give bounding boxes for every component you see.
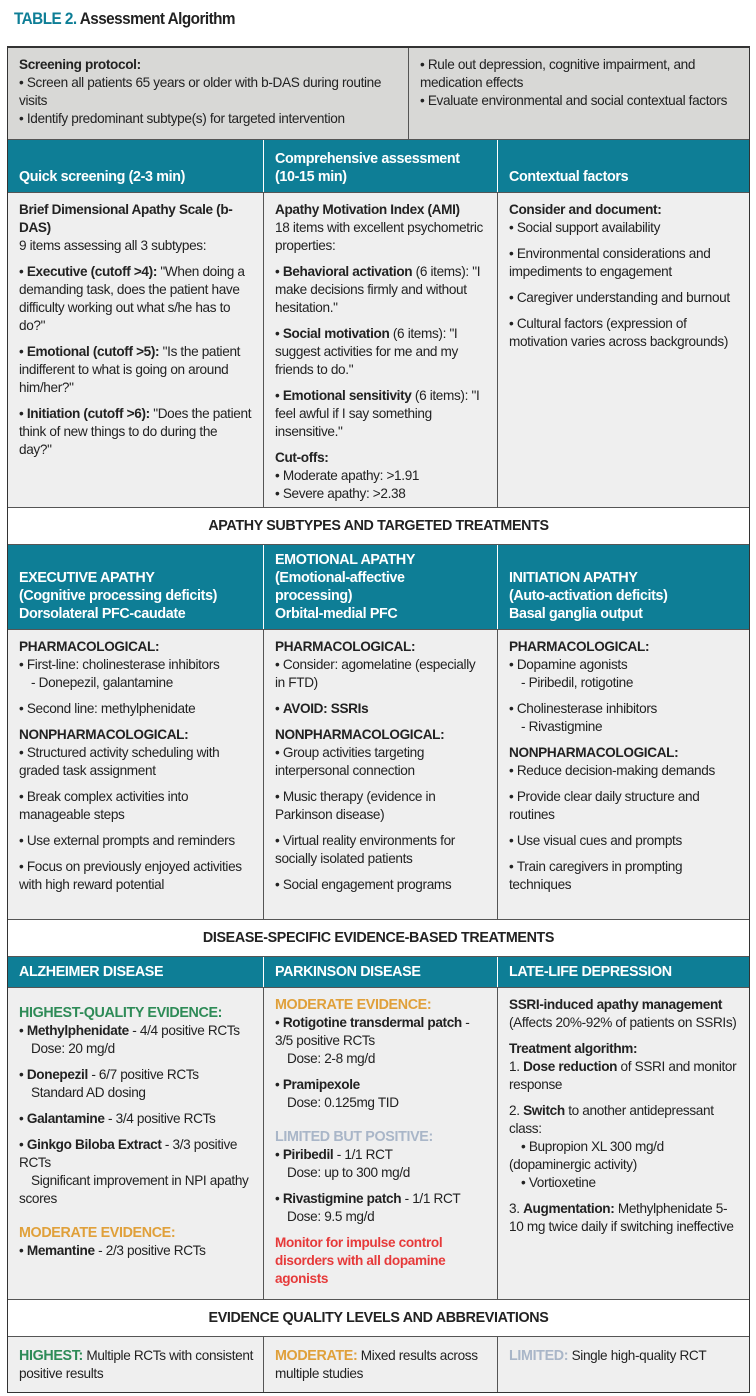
column-header-line: Dorsolateral PFC-caudate: [19, 606, 186, 622]
section-evidence: [8, 1299, 749, 1336]
evidence-level-label: LIMITED BUT POSITIVE:: [275, 1129, 433, 1145]
block-heading: [509, 996, 739, 1014]
item-bold-label: Social motivation: [282, 326, 390, 341]
item-bold-label: PHARMACOLOGICAL:: [19, 639, 160, 654]
item-text: Dose: 20 mg/d: [31, 1041, 115, 1056]
list-item: [509, 700, 739, 718]
item-bold-label: Apathy Motivation Index (AMI): [275, 202, 460, 217]
list-item: [19, 110, 398, 128]
sub-line: [275, 1050, 487, 1068]
item-text: Significant improvement in NPI apathy scores: [19, 1173, 249, 1206]
list-item: [509, 1200, 739, 1236]
item-text: "When doing a demanding task, does the patient have difficulty working out what s/he has to do?": [19, 264, 245, 333]
block-heading: [19, 56, 398, 74]
table-cell: [8, 1337, 263, 1392]
item-bold-label: PHARMACOLOGICAL:: [275, 639, 416, 654]
column-header: [497, 545, 749, 629]
item-text: Identify predominant subtype(s) for targeted intervention: [26, 111, 345, 126]
text-line: [275, 219, 487, 255]
item-text: Evaluate environmental and social contextual factors: [427, 93, 728, 108]
subtypes-body-row: [8, 629, 749, 919]
list-item: [509, 858, 739, 894]
list-item: [275, 1146, 487, 1164]
item-text: Multiple RCTs with consistent positive results: [19, 1348, 253, 1381]
list-item: [19, 1136, 253, 1172]
list-item: [19, 74, 398, 110]
item-text: Use visual cues and prompts: [516, 833, 682, 848]
item-text: - 3/5 positive RCTs: [275, 1015, 470, 1048]
item-text: Dose: 9.5 mg/d: [287, 1209, 375, 1224]
column-header-line: Quick screening (2-3 min): [19, 169, 186, 185]
item-bold-label: Initiation (cutoff >6):: [26, 406, 150, 421]
item-text: Standard AD dosing: [31, 1085, 146, 1100]
list-item: [275, 263, 487, 317]
column-header-line: Basal ganglia output: [509, 606, 643, 622]
block-heading: [19, 201, 253, 237]
item-bold-label: Executive (cutoff >4):: [26, 264, 157, 279]
item-text: Dopamine agonists: [516, 657, 628, 672]
item-text: - 1/1 RCT: [333, 1147, 393, 1162]
column-header-line: Comprehensive assessment: [275, 151, 460, 167]
item-bold-label: Donepezil: [26, 1067, 88, 1082]
column-header-line: ALZHEIMER DISEASE: [19, 964, 164, 980]
item-bold-label: AVOID: SSRIs: [282, 701, 369, 716]
column-header-line: INITIATION APATHY: [509, 570, 638, 586]
item-text: Dose: 0.125mg TID: [287, 1095, 399, 1110]
list-item: [19, 744, 253, 780]
table-cell: [8, 630, 263, 919]
section-title: APATHY SUBTYPES AND TARGETED TREATMENTS: [208, 518, 549, 534]
section-title: DISEASE-SPECIFIC EVIDENCE-BASED TREATMENTS: [202, 930, 555, 946]
block-heading: [275, 1234, 487, 1288]
sub-line: [509, 1138, 739, 1174]
column-header-line: EXECUTIVE APATHY: [19, 570, 155, 586]
list-item: [275, 387, 487, 441]
list-item: [19, 263, 253, 335]
item-text: - Rivastigmine: [521, 719, 603, 734]
evidence-level-label: MODERATE:: [275, 1348, 358, 1364]
list-item: [275, 788, 487, 824]
list-item: [19, 343, 253, 397]
block-heading: [509, 1347, 739, 1365]
item-text: - 3/3 positive RCTs: [19, 1137, 238, 1170]
item-bold-label: Dose reduction: [523, 1059, 618, 1074]
block-heading: [275, 1128, 487, 1146]
list-item: [19, 700, 253, 718]
item-bold-label: NONPHARMACOLOGICAL:: [19, 727, 189, 742]
item-text: Use external prompts and reminders: [26, 833, 235, 848]
column-header: [497, 957, 749, 987]
column-header: [263, 957, 497, 987]
column-header: [497, 140, 749, 192]
item-bold-label: Emotional sensitivity: [282, 388, 412, 403]
column-header-line: PARKINSON DISEASE: [275, 964, 421, 980]
item-text: (6 items): "I feel awful if I say something insensitive.": [275, 388, 480, 439]
block-heading: [19, 1224, 253, 1242]
item-bold-label: Augmentation:: [523, 1201, 615, 1216]
item-text: (6 items): "I suggest activities for me and my friends to do.": [275, 326, 458, 377]
list-item: [509, 219, 739, 237]
column-header-line: EMOTIONAL APATHY: [275, 552, 416, 568]
block-heading: [509, 744, 739, 762]
list-item: [275, 832, 487, 868]
item-text: of SSRI and monitor response: [509, 1059, 737, 1092]
item-text: First-line: cholinesterase inhibitors: [26, 657, 220, 672]
list-item: [275, 1190, 487, 1208]
table-cell: [263, 988, 497, 1299]
block-heading: [509, 201, 739, 219]
list-item: [275, 325, 487, 379]
item-text: - 4/4 positive RCTs: [128, 1023, 240, 1038]
item-bold-label: Galantamine: [26, 1111, 105, 1126]
list-item: [19, 1066, 253, 1084]
item-number: 2.: [509, 1103, 524, 1118]
item-text: Severe apathy: >2.38: [282, 486, 406, 501]
evidence-level-label: LIMITED:: [509, 1348, 569, 1364]
item-text: 18 items with excellent psychometric properties:: [275, 220, 484, 253]
subtypes-header-row: [8, 544, 749, 629]
item-bold-label: Rivastigmine patch: [282, 1191, 402, 1206]
column-header: [8, 140, 263, 192]
list-item: [509, 245, 739, 281]
section-diseases: [8, 919, 749, 956]
list-item: [19, 858, 253, 894]
sub-line: [19, 1040, 253, 1058]
item-text: Cholinesterase inhibitors: [516, 701, 657, 716]
sub-line: [275, 1208, 487, 1226]
item-text: (6 items): "I make decisions firmly and without hesitation.": [275, 264, 481, 315]
text-line: [509, 1014, 739, 1032]
column-header-line: (Auto-activation deficits): [509, 588, 668, 604]
sub-line: [509, 674, 739, 692]
item-bold-label: SSRI-induced apathy management: [509, 997, 723, 1012]
sub-line: [19, 1084, 253, 1102]
table-number: TABLE 2.: [14, 9, 77, 28]
column-header-line: (Emotional-affective: [275, 570, 405, 586]
item-bold-label: Emotional (cutoff >5):: [26, 344, 160, 359]
item-bold-label: Switch: [523, 1103, 565, 1118]
item-bold-label: Methylphenidate: [26, 1023, 129, 1038]
item-text: - 2/3 positive RCTs: [94, 1243, 206, 1258]
item-text: "Is the patient indifferent to what is going on around him/her?": [19, 344, 241, 395]
item-bold-label: Behavioral activation: [282, 264, 413, 279]
table-cell: [263, 630, 497, 919]
item-text: - 6/7 positive RCTs: [87, 1067, 199, 1082]
item-bold-label: Screening protocol:: [19, 57, 141, 72]
column-header-line: processing): [275, 588, 353, 604]
list-item: [19, 1110, 253, 1128]
block-heading: [509, 638, 739, 656]
list-item: [509, 762, 739, 780]
column-header: [263, 140, 497, 192]
list-item: [275, 700, 487, 718]
item-text: Consider: agomelatine (especially in FTD): [275, 657, 476, 690]
item-bold-label: Rotigotine transdermal patch: [282, 1015, 462, 1030]
item-text: Methylphenidate 5-10 mg twice daily if switching ineffective: [509, 1201, 734, 1234]
item-text: Dose: up to 300 mg/d: [287, 1165, 410, 1180]
column-header-line: Orbital-medial PFC: [275, 606, 398, 622]
item-text: Second line: methylphenidate: [26, 701, 196, 716]
item-text: • Bupropion XL 300 mg/d (dopaminergic activity): [509, 1139, 664, 1172]
column-header: [8, 545, 263, 629]
block-heading: [275, 638, 487, 656]
list-item: [275, 485, 487, 503]
table-cell: [8, 193, 263, 507]
list-item: [19, 1022, 253, 1040]
block-heading: [19, 638, 253, 656]
item-text: - Donepezil, galantamine: [31, 675, 173, 690]
list-item: [509, 788, 739, 824]
diseases-body-row: [8, 987, 749, 1299]
item-text: Rule out depression, cognitive impairment, and medication effects: [420, 57, 696, 90]
item-text: Group activities targeting interpersonal connection: [275, 745, 425, 778]
table-title: [14, 10, 235, 28]
item-bold-label: Ginkgo Biloba Extract: [26, 1137, 162, 1152]
sub-line: [275, 1094, 487, 1112]
item-text: Mixed results across multiple studies: [275, 1348, 478, 1381]
sub-line: [19, 674, 253, 692]
screening-rule-out-cell: [408, 48, 749, 139]
block-heading: [275, 726, 487, 744]
item-number: 3.: [509, 1201, 524, 1216]
item-text: Social support availability: [516, 220, 661, 235]
item-bold-label: Piribedil: [282, 1147, 334, 1162]
item-bold-label: NONPHARMACOLOGICAL:: [275, 727, 445, 742]
item-text: - 3/4 positive RCTs: [104, 1111, 216, 1126]
list-item: [275, 744, 487, 780]
table-cell: [263, 193, 497, 507]
item-bold-label: Pramipexole: [282, 1077, 360, 1092]
list-item: [19, 788, 253, 824]
item-text: Reduce decision-making demands: [516, 763, 715, 778]
column-header: [8, 957, 263, 987]
list-item: [509, 315, 739, 351]
item-text: Screen all patients 65 years or older with b-DAS during routine visits: [19, 75, 382, 108]
block-heading: [275, 996, 487, 1014]
list-item: [275, 656, 487, 692]
block-heading: [19, 1004, 253, 1022]
table-cell: [8, 988, 263, 1299]
section-subtypes: [8, 507, 749, 544]
list-item: [420, 92, 739, 110]
item-text: Focus on previously enjoyed activities with high reward potential: [19, 859, 242, 892]
item-bold-label: NONPHARMACOLOGICAL:: [509, 745, 679, 760]
list-item: [19, 1242, 253, 1260]
item-number: 1.: [509, 1059, 524, 1074]
block-heading: [275, 201, 487, 219]
item-text: Moderate apathy: >1.91: [282, 468, 420, 483]
sub-line: [509, 1174, 739, 1192]
column-header-line: (Cognitive processing deficits): [19, 588, 218, 604]
screening-protocol-cell: [8, 48, 408, 139]
item-text: to another antidepressant class:: [509, 1103, 714, 1136]
item-text: Single high-quality RCT: [568, 1348, 707, 1363]
column-header-line: LATE-LIFE DEPRESSION: [509, 964, 672, 980]
evidence-row: [8, 1336, 749, 1392]
assessment-table: [7, 46, 750, 1393]
table-cell: [497, 988, 749, 1299]
list-item: [509, 289, 739, 307]
list-item: [19, 405, 253, 459]
list-item: [275, 876, 487, 894]
item-text: - Piribedil, rotigotine: [521, 675, 634, 690]
column-header: [263, 545, 497, 629]
table-cell: [497, 630, 749, 919]
item-text: 9 items assessing all 3 subtypes:: [19, 238, 207, 253]
item-bold-label: Consider and document:: [509, 202, 662, 217]
diseases-header-row: [8, 956, 749, 987]
list-item: [509, 832, 739, 850]
item-bold-label: Brief Dimensional Apathy Scale (b-DAS): [19, 202, 233, 235]
warning-text: Monitor for impulse control disorders with all dopamine agonists: [275, 1235, 446, 1286]
item-text: - 1/1 RCT: [401, 1191, 461, 1206]
item-text: Social engagement programs: [282, 877, 452, 892]
block-heading: [19, 726, 253, 744]
list-item: [19, 832, 253, 850]
block-heading: [509, 1040, 739, 1058]
item-text: Caregiver understanding and burnout: [516, 290, 730, 305]
item-text: "Does the patient think of new things to do during the day?": [19, 406, 252, 457]
item-text: Cultural factors (expression of motivation varies across backgrounds): [509, 316, 729, 349]
item-bold-label: Memantine: [26, 1243, 95, 1258]
sub-line: [19, 1172, 253, 1208]
list-item: [509, 1102, 739, 1138]
item-text: (Affects 20%-92% of patients on SSRIs): [509, 1015, 737, 1030]
list-item: [275, 1076, 487, 1094]
list-item: [275, 1014, 487, 1050]
evidence-level-label: HIGHEST:: [19, 1348, 83, 1364]
sub-line: [509, 718, 739, 736]
table-cell: [263, 1337, 497, 1392]
table-title-text: Assessment Algorithm: [79, 9, 235, 28]
evidence-level-label: HIGHEST-QUALITY EVIDENCE:: [19, 1005, 223, 1021]
assessment-body-row: [8, 192, 749, 507]
block-heading: [275, 449, 487, 467]
item-text: Virtual reality environments for socially isolated patients: [275, 833, 455, 866]
list-item: [275, 467, 487, 485]
sub-line: [275, 1164, 487, 1182]
section-title: EVIDENCE QUALITY LEVELS AND ABBREVIATIONS: [208, 1310, 549, 1326]
list-item: [420, 56, 739, 92]
table-cell: [497, 193, 749, 507]
screening-row: [8, 48, 749, 139]
item-bold-label: Cut-offs:: [275, 450, 329, 465]
item-text: • Vortioxetine: [521, 1175, 596, 1190]
item-bold-label: PHARMACOLOGICAL:: [509, 639, 650, 654]
item-text: Break complex activities into manageable steps: [19, 789, 189, 822]
item-bold-label: Treatment algorithm:: [509, 1041, 638, 1056]
item-text: Train caregivers in prompting techniques: [509, 859, 683, 892]
evidence-level-label: MODERATE EVIDENCE:: [19, 1225, 176, 1241]
item-text: Dose: 2-8 mg/d: [287, 1051, 376, 1066]
block-heading: [275, 1347, 487, 1383]
text-line: [19, 237, 253, 255]
item-text: Structured activity scheduling with graded task assignment: [19, 745, 220, 778]
assessment-header-row: [8, 139, 749, 192]
list-item: [19, 656, 253, 674]
column-header-line: (10-15 min): [275, 169, 347, 185]
table-cell: [497, 1337, 749, 1392]
item-text: Provide clear daily structure and routines: [509, 789, 700, 822]
block-heading: [19, 1347, 253, 1383]
evidence-level-label: MODERATE EVIDENCE:: [275, 997, 432, 1013]
item-text: Music therapy (evidence in Parkinson disease): [275, 789, 436, 822]
column-header-line: Contextual factors: [509, 169, 629, 185]
list-item: [509, 656, 739, 674]
list-item: [509, 1058, 739, 1094]
item-text: Environmental considerations and impediments to engagement: [509, 246, 711, 279]
